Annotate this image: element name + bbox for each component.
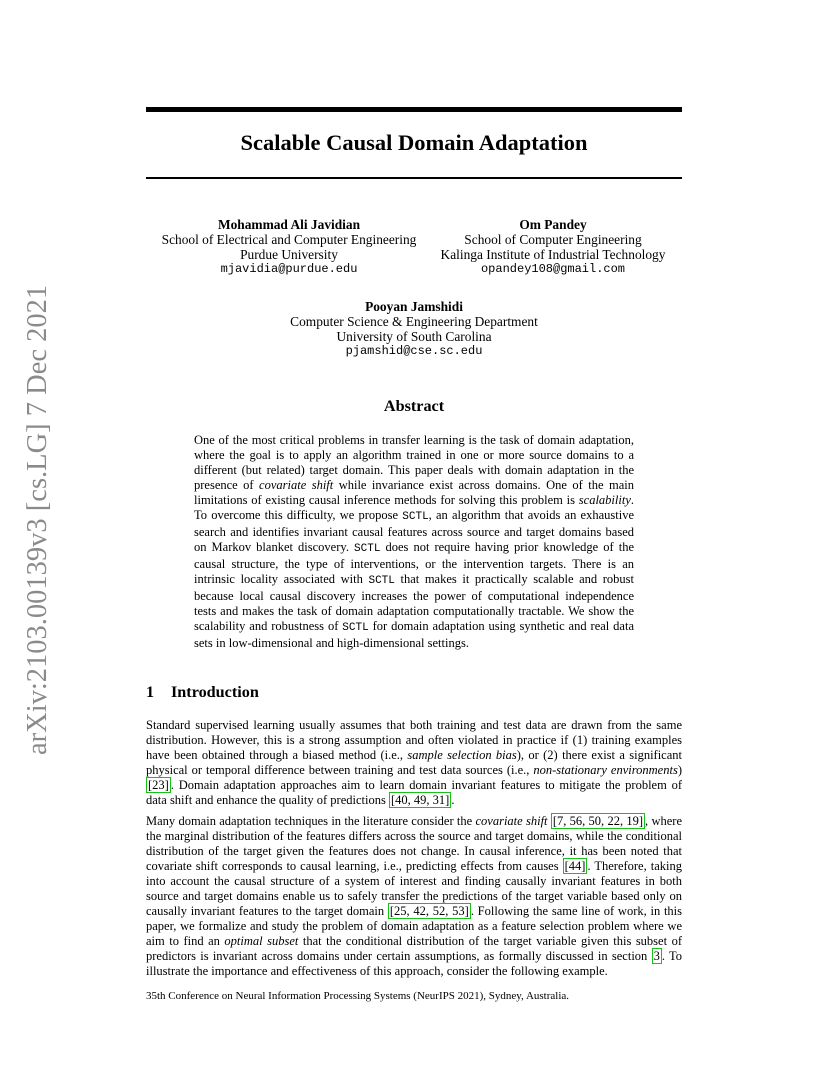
- intro-paragraph-2: [146, 814, 682, 979]
- abstract-text: that makes it practically scalable and robust because local causal discovery increases the power of computational independence tests and makes the task of domain adaptation computationally tractable. We show the scalability and robustness of: [194, 572, 635, 633]
- author-email[interactable]: opandey108@gmail.com: [480, 262, 626, 276]
- author-affiliation: School of Computer Engineering: [464, 232, 642, 247]
- paragraph-emphasis: non-stationary environments: [533, 763, 678, 777]
- citation-link[interactable]: [23]: [148, 778, 169, 792]
- author-email[interactable]: mjavidia@purdue.edu: [220, 262, 358, 276]
- citation-link[interactable]: [7, 56, 50, 22, 19]: [552, 814, 644, 828]
- author-block-3: [214, 299, 614, 359]
- section-title: Introduction: [171, 683, 259, 701]
- abstract-text: One of the most critical problems in transfer learning is the task of domain adaptation, where the goal is to apply an algorithm trained in one or more source domains to a different (but related) target domain. This paper deals with domain adaptation in the presence of: [194, 433, 634, 492]
- paragraph-emphasis: covariate shift: [475, 814, 548, 828]
- paragraph-text: Many domain adaptation techniques in the literature consider the: [146, 814, 476, 828]
- citation-link[interactable]: [40, 49, 31]: [390, 793, 450, 807]
- method-name: SCTL: [354, 543, 381, 555]
- paper-title: Scalable Causal Domain Adaptation: [240, 130, 588, 155]
- method-name: SCTL: [368, 575, 395, 587]
- method-name: SCTL: [342, 622, 369, 634]
- abstract-emphasis: covariate shift: [259, 478, 334, 492]
- abstract-body: [194, 433, 634, 651]
- method-name: SCTL: [402, 511, 429, 523]
- arxiv-identifier: arXiv:2103.00139v3 [cs.LG] 7 Dec 2021: [22, 284, 53, 755]
- title-top-rule: [146, 107, 682, 112]
- paragraph-text: ), or (2) there exist a significant physical or temporal difference between training and test data sources (i.e.,: [146, 748, 682, 777]
- abstract-text: does not require having prior knowledge of the causal structure, the type of interventions, or the intervention targets. There is an intrinsic locality associated with: [194, 540, 634, 586]
- abstract-text: , an algorithm that avoids an exhaustive search and identifies invariant causal features across source and target domains based on Markov blanket discovery.: [194, 508, 634, 554]
- citation-link[interactable]: [25, 42, 52, 53]: [389, 904, 469, 918]
- abstract-text: . To overcome this difficulty, we propose: [194, 493, 634, 522]
- paragraph-text: , where the marginal distribution of the features differs across the source and target domains, while the conditional distribution of the target given the features does not change. In causal inference, it has been noted that covariate shift corresponds to causal learning, i.e., predicting effects from causes: [146, 814, 682, 873]
- section-link[interactable]: 3: [653, 949, 660, 963]
- author-affiliation: School of Electrical and Computer Engineering: [161, 232, 417, 247]
- section-heading: [146, 683, 259, 702]
- author-block-1: [150, 217, 428, 277]
- author-name: Om Pandey: [519, 217, 587, 232]
- author-name: Mohammad Ali Javidian: [217, 217, 361, 232]
- paragraph-text: Standard supervised learning usually assumes that both training and test data are drawn from the same distribution. However, this is a strong assumption and often violated in practice if (1) training examples have been obtained through a biased method (i.e.,: [146, 718, 682, 762]
- abstract-emphasis: scalability: [578, 493, 631, 507]
- paragraph-text: . Domain adaptation approaches aim to learn domain invariant features to mitigate the problem of data shift and enhance the quality of predictions: [146, 778, 682, 807]
- intro-paragraph-1: [146, 718, 682, 808]
- paragraph-text: .: [451, 793, 455, 807]
- paragraph-text: . Therefore, taking into account the causal structure of a system of interest and finding causally invariant features in both source and target domains enable us to safely transfer the predictions of the target variable based only on causally invariant features to the target domain: [146, 859, 682, 918]
- citation-link[interactable]: [44]: [564, 859, 586, 873]
- title-bottom-rule: [146, 177, 682, 179]
- abstract-heading: Abstract: [383, 397, 445, 415]
- conference-footnote: 35th Conference on Neural Information Processing Systems (NeurIPS 2021), Sydney, Australia.: [146, 990, 570, 1002]
- author-block-2: [428, 217, 678, 277]
- author-email[interactable]: pjamshid@cse.sc.edu: [345, 344, 483, 358]
- author-name: Pooyan Jamshidi: [365, 299, 463, 314]
- section-number: 1: [146, 683, 155, 701]
- abstract-text: while invariance exist across domains. One of the main limitations of existing causal inference methods for solving this problem is: [194, 478, 634, 507]
- paragraph-text: ): [677, 763, 682, 777]
- author-institution: University of South Carolina: [336, 329, 492, 344]
- author-affiliation: Computer Science & Engineering Department: [290, 314, 538, 329]
- author-institution: Purdue University: [240, 247, 338, 262]
- paragraph-emphasis: optimal subset: [224, 934, 299, 948]
- paragraph-emphasis: sample selection bias: [407, 748, 517, 762]
- author-institution: Kalinga Institute of Industrial Technology: [440, 247, 666, 262]
- paragraph-text: . To illustrate the importance and effectiveness of this approach, consider the following example.: [146, 949, 682, 978]
- abstract-text: for domain adaptation using synthetic and real data sets in low-dimensional and high-dimensional settings.: [194, 619, 634, 650]
- paragraph-text: . Following the same line of work, in this paper, we formalize and study the problem of domain adaptation as a feature selection problem where we aim to find an: [146, 904, 683, 948]
- paragraph-text: that the conditional distribution of the target variable given this subset of predictors is invariant across domains under certain assumptions, as formally discussed in section: [146, 934, 682, 963]
